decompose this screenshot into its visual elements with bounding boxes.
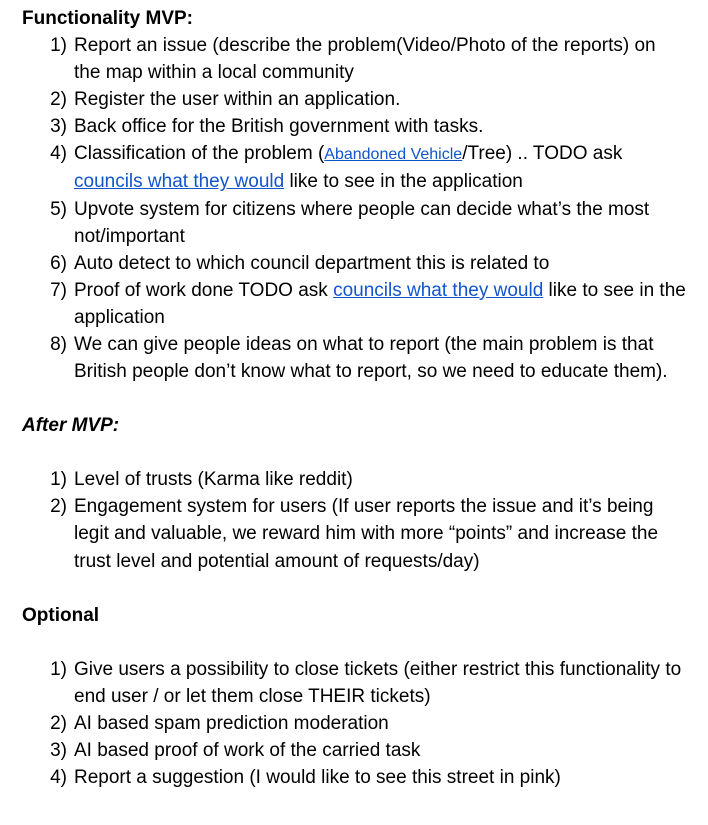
list-item (22, 493, 686, 574)
list-item (22, 656, 686, 710)
list-number: 7) (50, 279, 67, 301)
list-item (22, 466, 686, 493)
list-item (22, 764, 686, 791)
list-number: 1) (50, 469, 67, 491)
list-number: 2) (50, 89, 67, 111)
list-item-text: Level of trusts (Karma like reddit) (74, 469, 353, 491)
list-number: 5) (50, 198, 67, 220)
list-number: 3) (50, 739, 67, 761)
list-item-text: Report a suggestion (I would like to see this street in pink) (74, 766, 561, 788)
list-item-text-pre: Proof of work done TODO ask (74, 279, 334, 301)
list-item-text-post: like to see in the application (284, 171, 523, 193)
list-item (22, 710, 686, 737)
list-item-text: Upvote system for citizens where people can decide what’s the most not/important (74, 198, 650, 247)
list-number: 2) (50, 712, 67, 734)
list-number: 1) (50, 35, 67, 56)
list-item (22, 196, 686, 250)
list-item-text: Register the user within an application. (74, 89, 401, 111)
blank-line (22, 629, 686, 656)
list-item (22, 250, 686, 277)
blank-line (22, 385, 686, 412)
abandoned-vehicle-link[interactable]: Abandoned Vehicle (324, 146, 463, 164)
list-item-text: Back office for the British government with tasks. (74, 116, 484, 138)
list-item (22, 277, 686, 331)
list-item-text: AI based proof of work of the carried task (74, 739, 421, 761)
list-item (22, 32, 686, 86)
mvp-heading: Functionality MVP: (22, 8, 193, 29)
optional-list (22, 656, 686, 791)
list-item-text-pre: Classification of the problem ( (74, 143, 325, 165)
list-item-text: Auto detect to which council department this is related to (74, 252, 550, 274)
list-number: 6) (50, 252, 67, 274)
list-number: 4) (50, 143, 67, 165)
list-item-text: Engagement system for users (If user reports the issue and it’s being legit and valuable, we reward him with more “points” and increase the trust level and potential amount of requests/day) (74, 496, 659, 572)
list-item (22, 331, 686, 385)
list-number: 1) (50, 658, 67, 680)
mvp-list (22, 32, 686, 385)
list-item (22, 113, 686, 140)
list-item-text: AI based spam prediction moderation (74, 712, 389, 734)
list-number: 8) (50, 334, 67, 356)
list-item (22, 737, 686, 764)
councils-link[interactable]: councils what they would (74, 171, 285, 193)
list-item-text: We can give people ideas on what to report (the main problem is that British people don’t know what to report, so we need to educate them). (74, 334, 668, 383)
optional-heading: Optional (22, 604, 100, 626)
list-item (22, 86, 686, 113)
after-mvp-heading: After MVP: (22, 415, 120, 437)
list-item-text-post: like to see in the application (74, 279, 686, 328)
after-mvp-list (22, 466, 686, 574)
list-item-text: Report an issue (describe the problem(Video/Photo of the reports) on the map within a local community (74, 35, 656, 84)
list-number: 4) (50, 766, 67, 788)
list-number: 3) (50, 116, 67, 138)
list-item-text-mid: /Tree) .. TODO ask (462, 143, 623, 165)
list-item-text: Give users a possibility to close tickets (either restrict this functionality to end user / or let them close THEIR tickets) (74, 658, 682, 707)
blank-line (22, 439, 686, 466)
list-item (22, 140, 686, 195)
list-number: 2) (50, 496, 67, 518)
blank-line (22, 575, 686, 602)
councils-link[interactable]: councils what they would (333, 279, 544, 301)
